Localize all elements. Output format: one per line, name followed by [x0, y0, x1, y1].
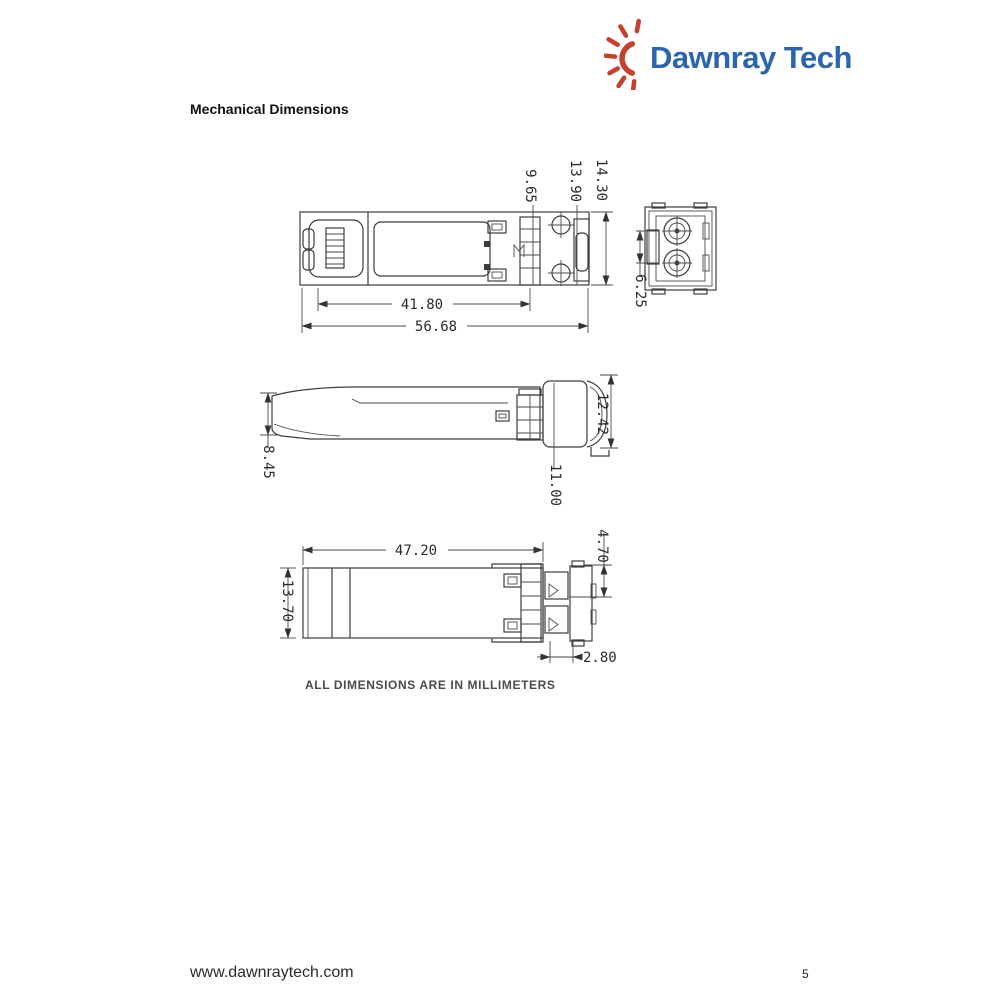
front-view [632, 203, 716, 308]
dim-housing-length: 47.20 [394, 543, 438, 559]
dim-overall-width: 14.30 [593, 158, 609, 202]
side-view [260, 375, 618, 506]
dim-port-height: 4.70 [594, 529, 610, 563]
logo-text: Dawnray Tech [650, 40, 852, 75]
dim-body-width: 13.90 [567, 159, 583, 203]
dim-body-length: 41.80 [400, 297, 444, 313]
dim-rear-length: 11.00 [547, 463, 563, 507]
footer-website: www.dawnraytech.com [190, 964, 354, 981]
dim-latch-width: 9.65 [522, 169, 538, 203]
dim-port-spacing: 6.25 [632, 274, 648, 308]
dimensions-note: ALL DIMENSIONS ARE IN MILLIMETERS [305, 678, 556, 692]
dim-housing-width: 13.70 [279, 579, 295, 623]
bottom-view [279, 529, 617, 666]
dim-overall-length: 56.68 [414, 319, 458, 335]
dim-edge-offset: 2.80 [583, 650, 617, 666]
page-number: 5 [802, 967, 809, 981]
top-view [300, 159, 613, 335]
page-title: Mechanical Dimensions [190, 101, 349, 117]
dim-front-height: 8.45 [260, 445, 276, 479]
dim-rear-height: 12.42 [594, 392, 610, 436]
